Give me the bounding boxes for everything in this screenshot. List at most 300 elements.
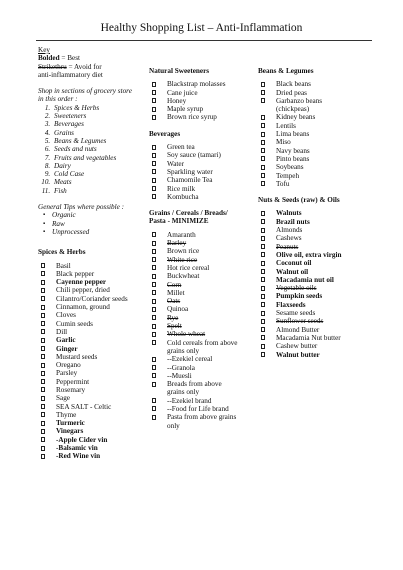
shopping-item xyxy=(149,297,257,305)
shopping-item-label: Amaranth xyxy=(167,230,196,239)
shopping-item xyxy=(38,386,148,394)
shopping-item-label: Green tea xyxy=(167,143,195,152)
shopping-item-label: Peppermint xyxy=(56,377,90,386)
shopping-item-label: Cold cereals from above xyxy=(167,338,238,347)
shopping-item xyxy=(38,361,148,369)
checkbox-icon[interactable] xyxy=(261,156,265,161)
checkbox-icon[interactable] xyxy=(152,169,156,174)
shopping-item-label: Olive oil, extra virgin xyxy=(276,250,342,259)
checkbox-icon[interactable] xyxy=(41,371,45,376)
shopping-item-label: Thyme xyxy=(56,410,77,419)
checkbox-icon[interactable] xyxy=(152,373,156,378)
checkbox-icon[interactable] xyxy=(41,271,45,276)
shopping-item-label: Sparkling water xyxy=(167,167,213,176)
shopping-item xyxy=(149,264,257,272)
checkbox-icon[interactable] xyxy=(261,148,265,153)
checkbox-icon[interactable] xyxy=(41,437,45,442)
checkbox-icon[interactable] xyxy=(152,340,156,345)
checkbox-icon[interactable] xyxy=(152,357,156,362)
shopping-item-label: Sage xyxy=(56,394,70,403)
shopping-item-label: Cumin seeds xyxy=(56,319,93,328)
shopping-item-label: Quinoa xyxy=(167,305,189,314)
shopping-item xyxy=(149,105,257,113)
shopping-item xyxy=(38,411,148,419)
shop-order-item: 6. Seeds and nuts xyxy=(52,145,148,153)
shopping-item-label: Black beans xyxy=(276,80,311,89)
shopping-item xyxy=(38,444,148,452)
checkbox-icon[interactable] xyxy=(261,344,265,349)
checkbox-icon[interactable] xyxy=(41,346,45,351)
shopping-item-label: Miso xyxy=(276,138,291,147)
checkbox-icon[interactable] xyxy=(41,280,45,285)
checkbox-icon[interactable] xyxy=(41,296,45,301)
checkbox-icon[interactable] xyxy=(152,299,156,304)
shopping-item xyxy=(149,380,257,397)
checkbox-icon[interactable] xyxy=(41,429,45,434)
shopping-item-label: Water xyxy=(167,159,184,168)
shopping-item-label: Dill xyxy=(56,327,68,336)
checkbox-icon[interactable] xyxy=(261,132,265,137)
shopping-item-label: Maple syrup xyxy=(167,105,204,114)
shopping-item-label: Ginger xyxy=(56,344,78,353)
shopping-item-label: Almond Butter xyxy=(276,325,320,334)
shopping-item-label: Rosemary xyxy=(56,385,86,394)
shopping-item xyxy=(149,231,257,239)
shopping-item xyxy=(258,284,378,292)
shopping-item xyxy=(38,452,148,460)
checkbox-icon[interactable] xyxy=(152,398,156,403)
checkbox-icon[interactable] xyxy=(261,181,265,186)
shopping-item xyxy=(258,163,378,171)
shopping-item-label: Brown rice xyxy=(167,247,200,256)
section-heading-beverages: Beverages xyxy=(149,129,181,138)
shopping-item-label: --Granola xyxy=(167,363,195,372)
shopping-item-label: Vinegars xyxy=(56,427,84,436)
shopping-item xyxy=(38,295,148,303)
spices-list xyxy=(38,262,148,461)
shopping-item xyxy=(149,193,257,201)
shopping-item xyxy=(258,317,378,325)
shopping-item-label: Chamomile Tea xyxy=(167,176,213,185)
checkbox-icon[interactable] xyxy=(261,311,265,316)
shopping-item xyxy=(149,89,257,97)
shopping-item-label: Brazil nuts xyxy=(276,217,310,226)
shopping-item xyxy=(149,113,257,121)
shopping-item-label: Whole wheat xyxy=(167,330,206,339)
shopping-item-label: Cashews xyxy=(276,234,302,243)
shopping-item-label: Rye xyxy=(167,313,179,322)
shopping-item-label: --Ezekiel cereal xyxy=(167,355,213,364)
shopping-item xyxy=(38,303,148,311)
section-heading-beans: Beans & Legumes xyxy=(258,67,314,75)
shopping-item xyxy=(149,413,257,430)
shopping-item xyxy=(258,326,378,334)
shopping-item xyxy=(258,334,378,342)
shopping-item-label: Honey xyxy=(167,96,187,105)
checkbox-icon[interactable] xyxy=(152,406,156,411)
key-strike-word: Strikethru xyxy=(38,62,67,71)
shopping-item-label: Pumpkin seeds xyxy=(276,292,323,301)
checkbox-icon[interactable] xyxy=(41,421,45,426)
shopping-item xyxy=(38,427,148,435)
shopping-item-label: Vegetable oils xyxy=(276,284,317,293)
shopping-item xyxy=(38,378,148,386)
shopping-item xyxy=(149,247,257,255)
shopping-item xyxy=(38,419,148,427)
checkbox-icon[interactable] xyxy=(152,324,156,329)
shopping-item xyxy=(149,185,257,193)
checkbox-icon[interactable] xyxy=(41,329,45,334)
shopping-item-label: Brown rice syrup xyxy=(167,113,217,122)
shopping-item xyxy=(258,180,378,188)
beans-list xyxy=(258,80,378,188)
key-bold-meaning: = Best xyxy=(59,54,81,63)
shopping-item-label: Lentils xyxy=(276,121,296,130)
shopping-item-label: Black pepper xyxy=(56,269,95,278)
shopping-item-label: Soybeans xyxy=(276,163,304,172)
shopping-item xyxy=(258,309,378,317)
checkbox-icon[interactable] xyxy=(41,354,45,359)
shopping-item-label: -Apple Cider vin xyxy=(56,435,108,444)
checkbox-icon[interactable] xyxy=(152,249,156,254)
checkbox-icon[interactable] xyxy=(152,307,156,312)
tips-list xyxy=(38,211,148,236)
shopping-item-label: Lima beans xyxy=(276,130,310,139)
shopping-item xyxy=(258,251,378,259)
key-strike-meaning-2: anti-inflammatory diet xyxy=(38,70,103,79)
shopping-item-label: Walnuts xyxy=(276,209,302,218)
checkbox-icon[interactable] xyxy=(261,327,265,332)
checkbox-icon[interactable] xyxy=(41,288,45,293)
key-strike-meaning: = Avoid for xyxy=(66,62,102,71)
checkbox-icon[interactable] xyxy=(261,165,265,170)
checkbox-icon[interactable] xyxy=(261,82,265,87)
checkbox-icon[interactable] xyxy=(41,305,45,310)
shopping-item-label: Oats xyxy=(167,297,181,306)
checkbox-icon[interactable] xyxy=(41,404,45,409)
shop-order-item: 5. Beans & Legumes xyxy=(52,137,148,145)
shopping-item xyxy=(258,130,378,138)
shopping-item xyxy=(149,80,257,88)
checkbox-icon[interactable] xyxy=(152,290,156,295)
shopping-item xyxy=(149,176,257,184)
checkbox-icon[interactable] xyxy=(152,145,156,150)
shopping-item xyxy=(38,345,148,353)
nuts-list xyxy=(258,209,378,358)
shopping-item-label: Pasta from above grains xyxy=(167,413,237,422)
shop-order-list xyxy=(38,104,148,195)
shopping-item-label: Macadamia Nut butter xyxy=(276,333,341,342)
shopping-item-label: Flaxseeds xyxy=(276,300,306,309)
checkbox-icon[interactable] xyxy=(261,252,265,257)
shopping-item-label: Chili pepper, dried xyxy=(56,286,110,295)
tip-item: ▪ Unprocessed xyxy=(52,228,148,236)
checkbox-icon[interactable] xyxy=(152,90,156,95)
checkbox-icon[interactable] xyxy=(152,161,156,166)
tip-item: ▪ Organic xyxy=(52,211,148,219)
shopping-item-label: Garlic xyxy=(56,336,76,345)
shopping-item xyxy=(149,97,257,105)
shopping-item-label: Parsley xyxy=(56,369,78,378)
checkbox-icon[interactable] xyxy=(41,446,45,451)
shopping-item-label: Pinto beans xyxy=(276,154,310,163)
shopping-item xyxy=(38,394,148,402)
shopping-item xyxy=(258,351,378,359)
page-title: Healthy Shopping List – Anti-Inflammation xyxy=(100,22,303,34)
shop-order-item: 7. Fruits and vegetables xyxy=(52,154,148,162)
checkbox-icon[interactable] xyxy=(261,286,265,291)
shopping-item-label: --Food for Life brand xyxy=(167,404,229,413)
shopping-item-label: --Ezekiel brand xyxy=(167,396,212,405)
shopping-item xyxy=(258,147,378,155)
checkbox-icon[interactable] xyxy=(152,365,156,370)
shopping-item xyxy=(149,364,257,372)
shopping-item-label: Macadamia nut oil xyxy=(276,275,334,284)
shopping-item xyxy=(149,160,257,168)
shop-order-item: 1. Spices & Herbs xyxy=(52,104,148,112)
title-divider xyxy=(36,40,372,41)
checkbox-icon[interactable] xyxy=(261,244,265,249)
checkbox-icon[interactable] xyxy=(152,186,156,191)
key-heading: Key xyxy=(38,46,50,54)
shopping-item xyxy=(258,342,378,350)
shop-order-item: 4. Grains xyxy=(52,129,148,137)
checkbox-icon[interactable] xyxy=(41,454,45,459)
checkbox-icon[interactable] xyxy=(152,178,156,183)
shopping-item-label: Navy beans xyxy=(276,146,310,155)
shopping-item xyxy=(149,330,257,338)
checkbox-icon[interactable] xyxy=(41,363,45,368)
shopping-item-label: Almonds xyxy=(276,226,303,235)
column-2 xyxy=(149,46,257,430)
shopping-item xyxy=(149,405,257,413)
shop-order-item: 2. Sweeteners xyxy=(52,112,148,120)
shopping-item-label: Sesame seeds xyxy=(276,309,316,318)
tip-item: ▪ Raw xyxy=(52,220,148,228)
shop-order-item: 11. Fish xyxy=(52,187,148,195)
shopping-item xyxy=(38,311,148,319)
shopping-item-label: Tempeh xyxy=(276,171,300,180)
section-heading-spices: Spices & Herbs xyxy=(38,248,86,257)
shopping-item-label-cont: (chickpeas) xyxy=(276,105,310,114)
shopping-item-label: Turmeric xyxy=(56,419,85,428)
grains-list xyxy=(149,231,257,430)
shopping-item xyxy=(149,168,257,176)
shopping-item-label: Walnut oil xyxy=(276,267,309,276)
shopping-item xyxy=(38,262,148,270)
shopping-item xyxy=(38,320,148,328)
shopping-item-label: Barley xyxy=(167,239,187,248)
shopping-item-label: Kidney beans xyxy=(276,113,316,122)
shopping-item-label: Breads from above xyxy=(167,380,222,389)
key-strike-line xyxy=(38,63,148,71)
checkbox-icon[interactable] xyxy=(261,319,265,324)
sweeteners-list xyxy=(149,80,257,121)
checkbox-icon[interactable] xyxy=(41,338,45,343)
shopping-item-label: Spelt xyxy=(167,322,182,331)
shopping-item-label: Tofu xyxy=(276,179,290,188)
checkbox-icon[interactable] xyxy=(152,282,156,287)
key-bold-word: Bolded xyxy=(38,54,60,63)
shopping-item xyxy=(38,353,148,361)
shopping-item xyxy=(258,97,378,114)
checkbox-icon[interactable] xyxy=(152,382,156,387)
shopping-item xyxy=(149,314,257,322)
shopping-item xyxy=(38,286,148,294)
checkbox-icon[interactable] xyxy=(152,265,156,270)
shopping-item xyxy=(149,305,257,313)
checkbox-icon[interactable] xyxy=(152,153,156,158)
checkbox-icon[interactable] xyxy=(261,90,265,95)
shopping-item xyxy=(38,369,148,377)
shopping-item xyxy=(258,122,378,130)
shopping-item-label: Kombucha xyxy=(167,192,199,201)
checkbox-icon[interactable] xyxy=(152,115,156,120)
section-heading-grains-1: Grains / Cereals / Breads/ xyxy=(149,209,228,218)
shopping-item xyxy=(149,272,257,280)
shopping-item xyxy=(258,113,378,121)
checkbox-icon[interactable] xyxy=(152,241,156,246)
shop-order-item: 3. Beverages xyxy=(52,120,148,128)
shopping-item xyxy=(149,256,257,264)
shopping-item xyxy=(258,218,378,226)
shopping-item xyxy=(149,339,257,356)
shopping-item-label: Soy sauce (tamari) xyxy=(167,151,221,160)
checkbox-icon[interactable] xyxy=(152,332,156,337)
shopping-item xyxy=(258,138,378,146)
checkbox-icon[interactable] xyxy=(152,232,156,237)
shop-intro-2: in this order : xyxy=(38,95,78,104)
shopping-item-label: Mustard seeds xyxy=(56,352,98,361)
shopping-item xyxy=(38,336,148,344)
shop-intro-1: Shop in sections of grocery store xyxy=(38,87,132,96)
shopping-item xyxy=(258,80,378,88)
checkbox-icon[interactable] xyxy=(261,352,265,357)
shopping-item-label: Oregano xyxy=(56,361,81,370)
shopping-item xyxy=(258,259,378,267)
shopping-item xyxy=(258,209,378,217)
shopping-item xyxy=(149,151,257,159)
checkbox-icon[interactable] xyxy=(41,321,45,326)
shopping-item-label: Millet xyxy=(167,288,185,297)
checkbox-icon[interactable] xyxy=(41,396,45,401)
checkbox-icon[interactable] xyxy=(261,236,265,241)
shopping-item xyxy=(258,89,378,97)
shopping-item xyxy=(38,328,148,336)
checkbox-icon[interactable] xyxy=(261,269,265,274)
checkbox-icon[interactable] xyxy=(261,98,265,103)
shopping-item xyxy=(38,436,148,444)
shopping-item-label: Buckwheat xyxy=(167,272,200,281)
shopping-item xyxy=(38,270,148,278)
checkbox-icon[interactable] xyxy=(41,263,45,268)
checkbox-icon[interactable] xyxy=(152,194,156,199)
shopping-item xyxy=(149,289,257,297)
shop-order-item: 8. Dairy xyxy=(52,162,148,170)
checkbox-icon[interactable] xyxy=(152,107,156,112)
shopping-item-label: Basil xyxy=(56,261,71,270)
shopping-item-label: Blackstrap molasses xyxy=(167,80,226,89)
checkbox-icon[interactable] xyxy=(261,211,265,216)
shopping-item-label: Cayenne pepper xyxy=(56,278,107,287)
tips-heading: General Tips where possible : xyxy=(38,203,124,212)
checkbox-icon[interactable] xyxy=(261,261,265,266)
column-1 xyxy=(38,46,148,461)
shopping-item xyxy=(149,355,257,363)
shopping-item xyxy=(149,372,257,380)
checkbox-icon[interactable] xyxy=(152,82,156,87)
shopping-item-label: -Balsamic vin xyxy=(56,444,98,453)
shopping-item-label: Cloves xyxy=(56,311,76,320)
shopping-item-label: Coconut oil xyxy=(276,259,312,268)
shopping-item-label-cont: only xyxy=(167,421,180,430)
shopping-item xyxy=(149,143,257,151)
shopping-item xyxy=(258,243,378,251)
shopping-item-label: Corn xyxy=(167,280,182,289)
checkbox-icon[interactable] xyxy=(261,219,265,224)
shopping-item xyxy=(258,292,378,300)
shopping-item-label: -Red Wine vin xyxy=(56,452,101,461)
checkbox-icon[interactable] xyxy=(261,335,265,340)
shopping-item-label: SEA SALT - Celtic xyxy=(56,402,112,411)
shopping-item xyxy=(258,276,378,284)
checkbox-icon[interactable] xyxy=(261,302,265,307)
shopping-item xyxy=(258,155,378,163)
shopping-item-label: Garbanzo beans xyxy=(276,96,323,105)
shop-order-item: 10. Meats xyxy=(52,178,148,186)
checkbox-icon[interactable] xyxy=(261,123,265,128)
shopping-item-label: Cinnamon, ground xyxy=(56,303,110,312)
shopping-item-label: Walnut butter xyxy=(276,350,320,359)
shopping-item-label-cont: grains only xyxy=(167,346,200,355)
shopping-item-label: Rice milk xyxy=(167,184,196,193)
checkbox-icon[interactable] xyxy=(261,228,265,233)
checkbox-icon[interactable] xyxy=(41,387,45,392)
shopping-item xyxy=(149,281,257,289)
shopping-item xyxy=(258,226,378,234)
checkbox-icon[interactable] xyxy=(152,98,156,103)
section-heading-nuts: Nuts & Seeds (raw) & Oils xyxy=(258,196,340,205)
checkbox-icon[interactable] xyxy=(41,313,45,318)
checkbox-icon[interactable] xyxy=(152,257,156,262)
shopping-item xyxy=(258,301,378,309)
shopping-item-label: White rice xyxy=(167,255,198,264)
shopping-item-label: Cashew butter xyxy=(276,342,318,351)
shopping-item xyxy=(38,278,148,286)
beverages-list xyxy=(149,143,257,201)
shopping-item xyxy=(149,397,257,405)
checkbox-icon[interactable] xyxy=(41,412,45,417)
shopping-item-label: --Muesli xyxy=(167,371,192,380)
shopping-item xyxy=(258,172,378,180)
shopping-item-label: Hot rice cereal xyxy=(167,263,210,272)
checkbox-icon[interactable] xyxy=(152,415,156,420)
checkbox-icon[interactable] xyxy=(152,315,156,320)
shopping-item xyxy=(38,403,148,411)
section-heading-grains-2: Pasta - MINIMIZE xyxy=(149,217,209,226)
checkbox-icon[interactable] xyxy=(41,379,45,384)
shopping-item-label: Dried peas xyxy=(276,88,307,97)
shopping-item-label: Cane juice xyxy=(167,88,198,97)
shopping-item-label: Peanuts xyxy=(276,242,299,251)
checkbox-icon[interactable] xyxy=(261,140,265,145)
checkbox-icon[interactable] xyxy=(152,274,156,279)
shopping-item xyxy=(149,322,257,330)
checkbox-icon[interactable] xyxy=(261,115,265,120)
checkbox-icon[interactable] xyxy=(261,277,265,282)
checkbox-icon[interactable] xyxy=(261,294,265,299)
checkbox-icon[interactable] xyxy=(261,173,265,178)
